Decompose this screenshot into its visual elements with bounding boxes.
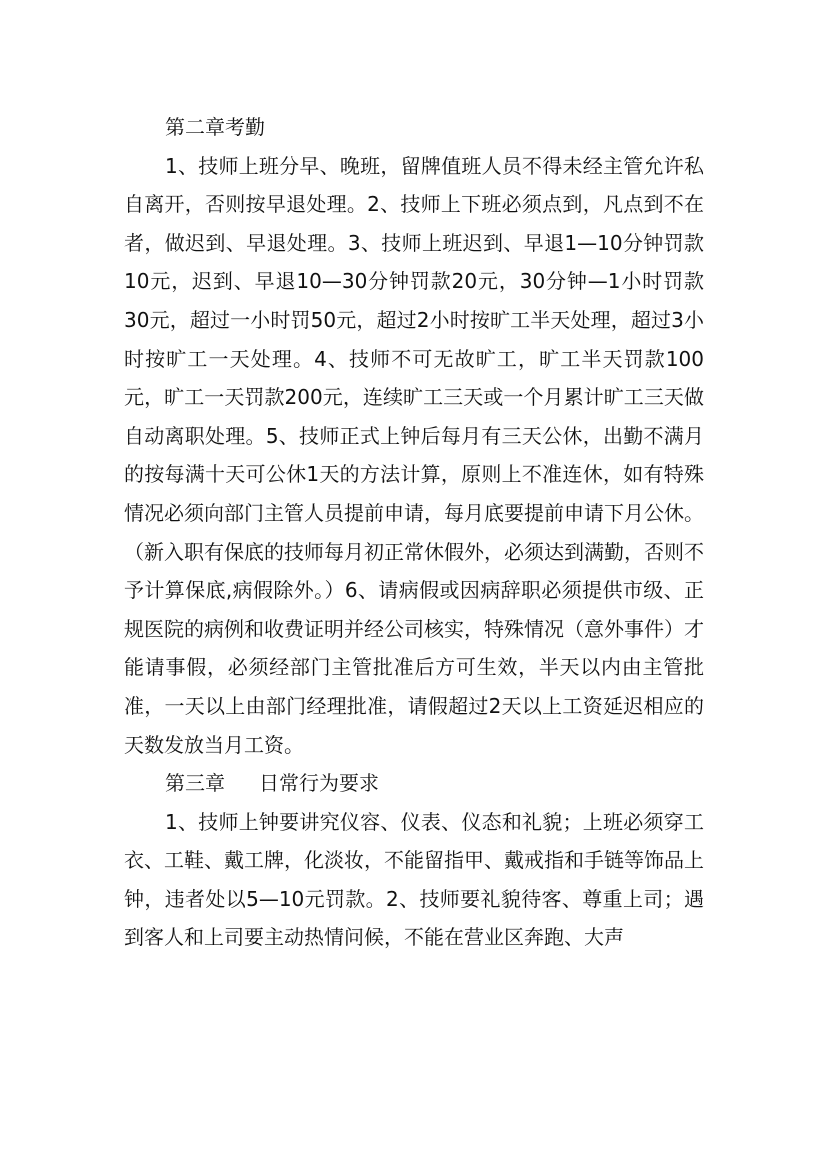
chapter-2-body: 1、技师上班分早、晚班，留牌值班人员不得未经主管允许私自离开，否则按早退处理。2、技师上下班必须点到，凡点到不在者，做迟到、早退处理。3、技师上班迟到、早退1—10分钟罚款10元，迟到、早退10—30分钟罚款20元，30分钟—1小时罚款30元，超过一小时罚50元，超过2小时按旷工半天处理，超过3小时按旷工一天处理。4、技师不可无故旷工，旷工半天罚款100元，旷工一天罚款200元，连续旷工三天或一个月累计旷工三天做自动离职处理。5、技师正式上钟后每月有三天公休，出勤不满月的按每满十天可公休1天的方法计算，原则上不准连休，如有特殊情况必须向部门主管人员提前申请，每月底要提前申请下月公休。（新入职有保底的技师每月初正常休假外，必须达到满勤，否则不予计算保底,病假除外。）6、请病假或因病辞职必须提供市级、正规医院的病例和收费证明并经公司核实，特殊情况（意外事件）才能请事假，必须经部门主管批准后方可生效，半天以内由主管批准，一天以上由部门经理批准，请假超过2天以上工资延迟相应的天数发放当月工资。 <box>124 153 704 757</box>
chapter-2-heading <box>124 108 704 147</box>
chapter-3-heading <box>124 764 704 803</box>
document-page <box>124 108 704 957</box>
chapter-3-number: 第三章 <box>165 771 225 796</box>
chapter-2-title: 第二章考勤 <box>165 115 265 139</box>
chapter-3-title: 日常行为要求 <box>259 771 379 796</box>
chapter-3-body: 1、技师上钟要讲究仪容、仪表、仪态和礼貌；上班必须穿工衣、工鞋、戴工牌，化淡妆，不能留指甲、戴戒指和手链等饰品上钟，违者处以5—10元罚款。2、技师要礼貌待客、尊重上司；遇到客人和上司要主动热情问候，不能在营业区奔跑、大声 <box>124 809 704 950</box>
